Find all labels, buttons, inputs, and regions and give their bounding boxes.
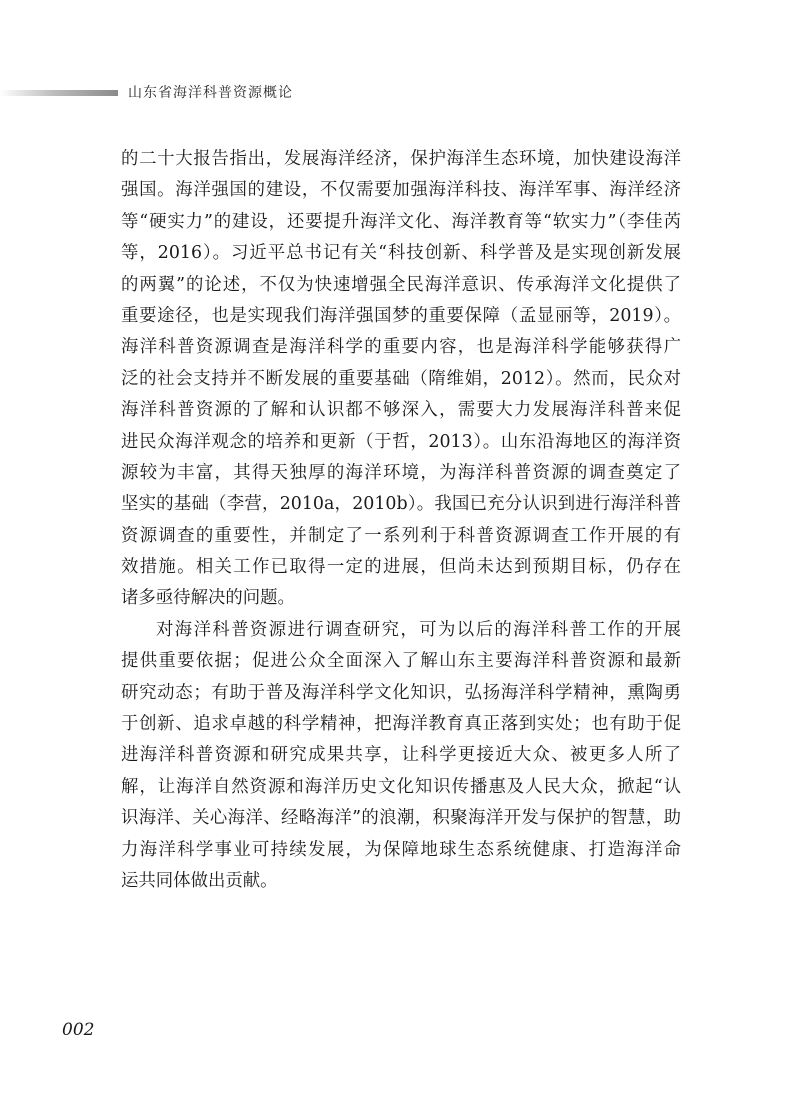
paragraph-line: 于创新、追求卓越的科学精神，把海洋教育真正落到实处；也有助于促 [121, 714, 681, 735]
paragraph-line: 的二十大报告指出，发展海洋经济，保护海洋生态环境，加快建设海洋 [121, 149, 681, 169]
paragraph-line: 等，2016）。习近平总书记有关“科技创新、科学普及是实现创新发展 [121, 243, 681, 264]
running-header-bar [0, 90, 118, 96]
running-header-title: 山东省海洋科普资源概论 [128, 85, 293, 101]
paragraph-1 [121, 144, 681, 615]
paragraph-line: 重要途径，也是实现我们海洋强国梦的重要保障（孟显丽等，2019）。 [121, 305, 681, 326]
paragraph-line: 源较为丰富，其得天独厚的海洋环境，为海洋科普资源的调查奠定了 [121, 462, 681, 483]
paragraph-line: 进民众海洋观念的培养和更新（于哲，2013）。山东沿海地区的海洋资 [121, 431, 681, 452]
paragraph-line: 研究动态；有助于普及海洋科学文化知识，弘扬海洋科学精神，熏陶勇 [121, 682, 681, 703]
paragraph-line: 力海洋科学事业可持续发展，为保障地球生态系统健康、打造海洋命 [121, 839, 681, 860]
page-number: 002 [62, 1020, 95, 1040]
body-text [121, 144, 681, 897]
paragraph-line: 资源调查的重要性，并制定了一系列利于科普资源调查工作开展的有 [121, 525, 681, 546]
paragraph-line: 运共同体做出贡献。 [121, 870, 278, 891]
paragraph-line: 海洋科普资源的了解和认识都不够深入，需要大力发展海洋科普来促 [121, 400, 681, 421]
paragraph-line: 诸多亟待解决的问题。 [121, 588, 295, 609]
paragraph-line: 泛的社会支持并不断发展的重要基础（隋维娟，2012）。然而，民众对 [121, 368, 681, 389]
paragraph-line: 解，让海洋自然资源和海洋历史文化知识传播惠及人民大众，掀起“认 [121, 776, 681, 797]
paragraph-2 [121, 615, 681, 898]
paragraph-line: 等“硬实力”的建设，还要提升海洋文化、海洋教育等“软实力”（李佳芮 [121, 211, 681, 232]
paragraph-line: 效措施。相关工作已取得一定的进展，但尚未达到预期目标，仍存在 [121, 557, 681, 578]
paragraph-line: 海洋科普资源调查是海洋科学的重要内容，也是海洋科学能够获得广 [121, 337, 681, 358]
paragraph-line: 识海洋、关心海洋、经略海洋”的浪潮，积聚海洋开发与保护的智慧，助 [121, 808, 681, 829]
paragraph-line: 提供重要依据；促进公众全面深入了解山东主要海洋科普资源和最新 [121, 651, 681, 672]
paragraph-line: 进海洋科普资源和研究成果共享，让科学更接近大众、被更多人所了 [121, 745, 681, 766]
paragraph-line: 强国。海洋强国的建设，不仅需要加强海洋科技、海洋军事、海洋经济 [121, 180, 681, 201]
paragraph-line: 坚实的基础（李营，2010a，2010b）。我国已充分认识到进行海洋科普 [121, 494, 681, 515]
paragraph-line: 对海洋科普资源进行调查研究，可为以后的海洋科普工作的开展 [156, 619, 681, 640]
paragraph-line: 的两翼”的论述，不仅为快速增强全民海洋意识、传承海洋文化提供了 [121, 274, 681, 295]
